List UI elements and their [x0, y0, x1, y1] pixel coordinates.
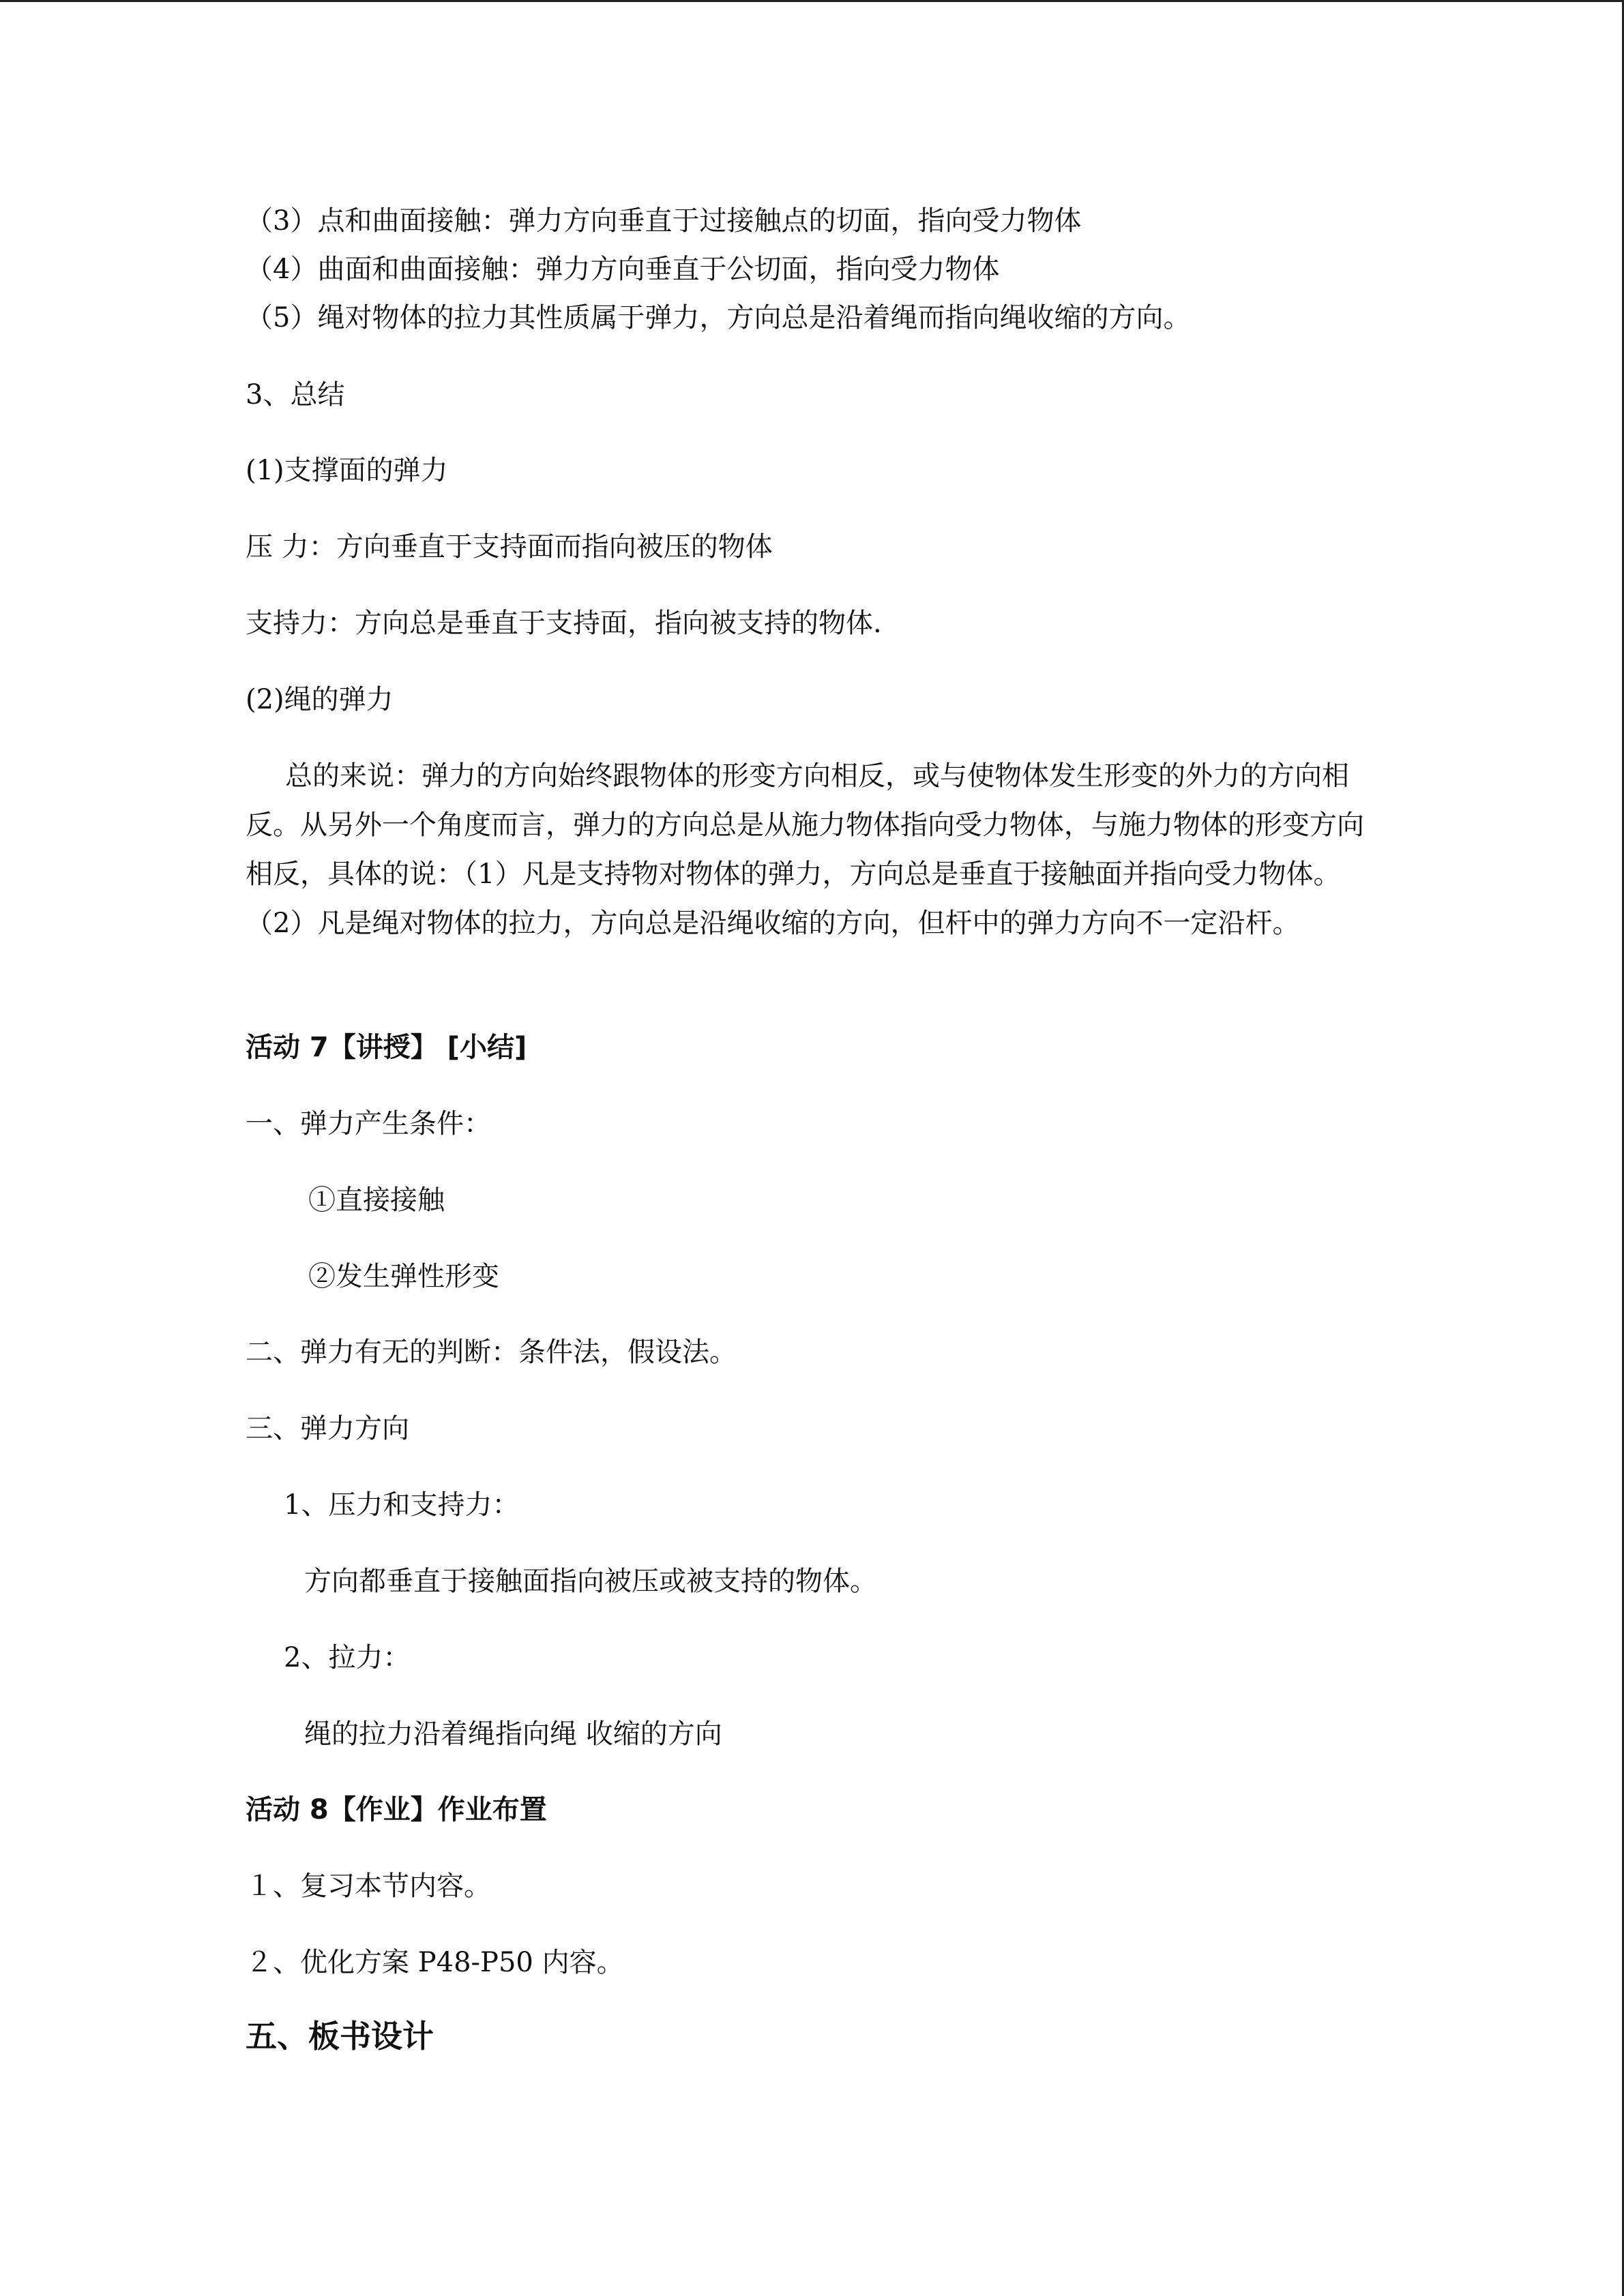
section-five-heading: 五、板书设计: [246, 2018, 434, 2055]
subheading-rope-force: (2)绳的弹力: [246, 684, 394, 715]
condition-direct-contact: ①直接接触: [308, 1184, 445, 1216]
text-tension-direction: 绳的拉力沿着绳指向绳 收缩的方向: [304, 1718, 722, 1750]
text-line-pressure: 压 力：方向垂直于支持面而指向被压的物体: [246, 531, 773, 563]
text-pressure-support-direction: 方向都垂直于接触面指向被压或被支持的物体。: [304, 1566, 877, 1597]
activity-7-heading: 活动 7【讲授】 [小结]: [246, 1032, 527, 1063]
condition-elastic-deformation: ②发生弹性形变: [308, 1261, 499, 1292]
subheading-support-force: (1)支撑面的弹力: [246, 455, 448, 486]
activity-8-heading: 活动 8【作业】作业布置: [246, 1794, 547, 1825]
sub-tension: 2、拉力：: [284, 1642, 411, 1673]
homework-item-2: ２、优化方案 P48-P50 内容。: [246, 1947, 624, 1978]
summary-paragraph: 总的来说：弹力的方向始终跟物体的形变方向相反，或与使物体发生形变的外力的方向相反。从另外一个角度而言，弹力的方向总是从施力物体指向受力物体，与施力物体的形变方向相反，具体的说：（1）凡是支持物对物体的弹力，方向总是垂直于接触面并指向受力物体。（2）凡是绳对物体的拉力，方向总是沿绳收缩的方向，但杆中的弹力方向不一定沿杆。: [246, 760, 1364, 939]
point-one-condition: 一、弹力产生条件：: [246, 1108, 491, 1139]
text-line-curve-curve: （4）曲面和曲面接触：弹力方向垂直于公切面，指向受力物体: [246, 254, 1000, 285]
page-top-border: [0, 0, 1624, 2]
sub-pressure-support: 1、压力和支持力：: [284, 1489, 520, 1521]
text-line-support: 支持力：方向总是垂直于支持面，指向被支持的物体.: [246, 608, 882, 639]
section-summary-heading: 3、总结: [246, 379, 345, 411]
point-three-direction: 三、弹力方向: [246, 1413, 409, 1444]
text-line-rope-tension: （5）绳对物体的拉力其性质属于弹力，方向总是沿着绳而指向绳收缩的方向。: [246, 302, 1191, 333]
text-line-point-curve: （3）点和曲面接触：弹力方向垂直于过接触点的切面，指向受力物体: [246, 205, 1082, 237]
homework-item-1: １、复习本节内容。: [246, 1870, 491, 1902]
point-two-judgement: 二、弹力有无的判断：条件法，假设法。: [246, 1337, 737, 1368]
